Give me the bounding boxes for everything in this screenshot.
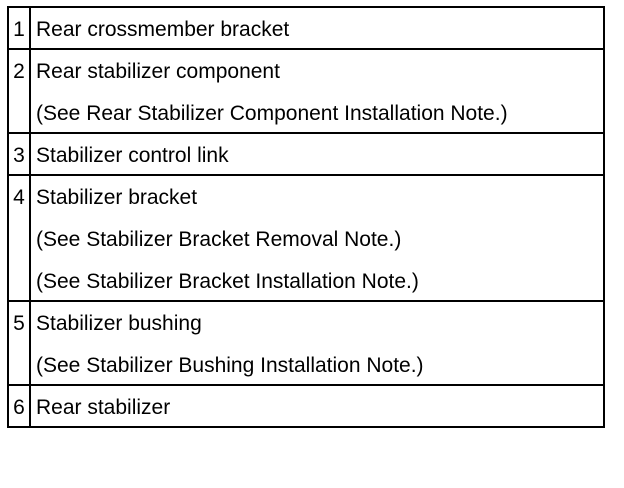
item-number: 4 [8,175,30,301]
table-row [8,301,604,385]
parts-table [7,6,605,428]
item-name: Rear crossmember bracket [36,18,290,41]
table-row [8,49,604,133]
item-description [30,175,604,301]
item-number: 5 [8,301,30,385]
item-name: Rear stabilizer [36,396,171,419]
table-row [8,133,604,175]
item-name: Stabilizer control link [36,144,229,167]
item-name: Rear stabilizer component [36,60,280,83]
item-note: (See Rear Stabilizer Component Installation Note.) [36,102,508,125]
item-number: 2 [8,49,30,133]
item-description [30,301,604,385]
item-description [30,7,604,49]
item-description [30,49,604,133]
item-note: (See Stabilizer Bracket Installation Note.) [36,270,419,293]
item-note: (See Stabilizer Bracket Removal Note.) [36,228,402,251]
table-row [8,175,604,301]
item-name: Stabilizer bracket [36,186,198,209]
item-description [30,133,604,175]
item-note: (See Stabilizer Bushing Installation Note.) [36,354,424,377]
table-row [8,7,604,49]
item-number: 6 [8,385,30,427]
item-description [30,385,604,427]
table-row [8,385,604,427]
item-name: Stabilizer bushing [36,312,202,335]
item-number: 3 [8,133,30,175]
item-number: 1 [8,7,30,49]
